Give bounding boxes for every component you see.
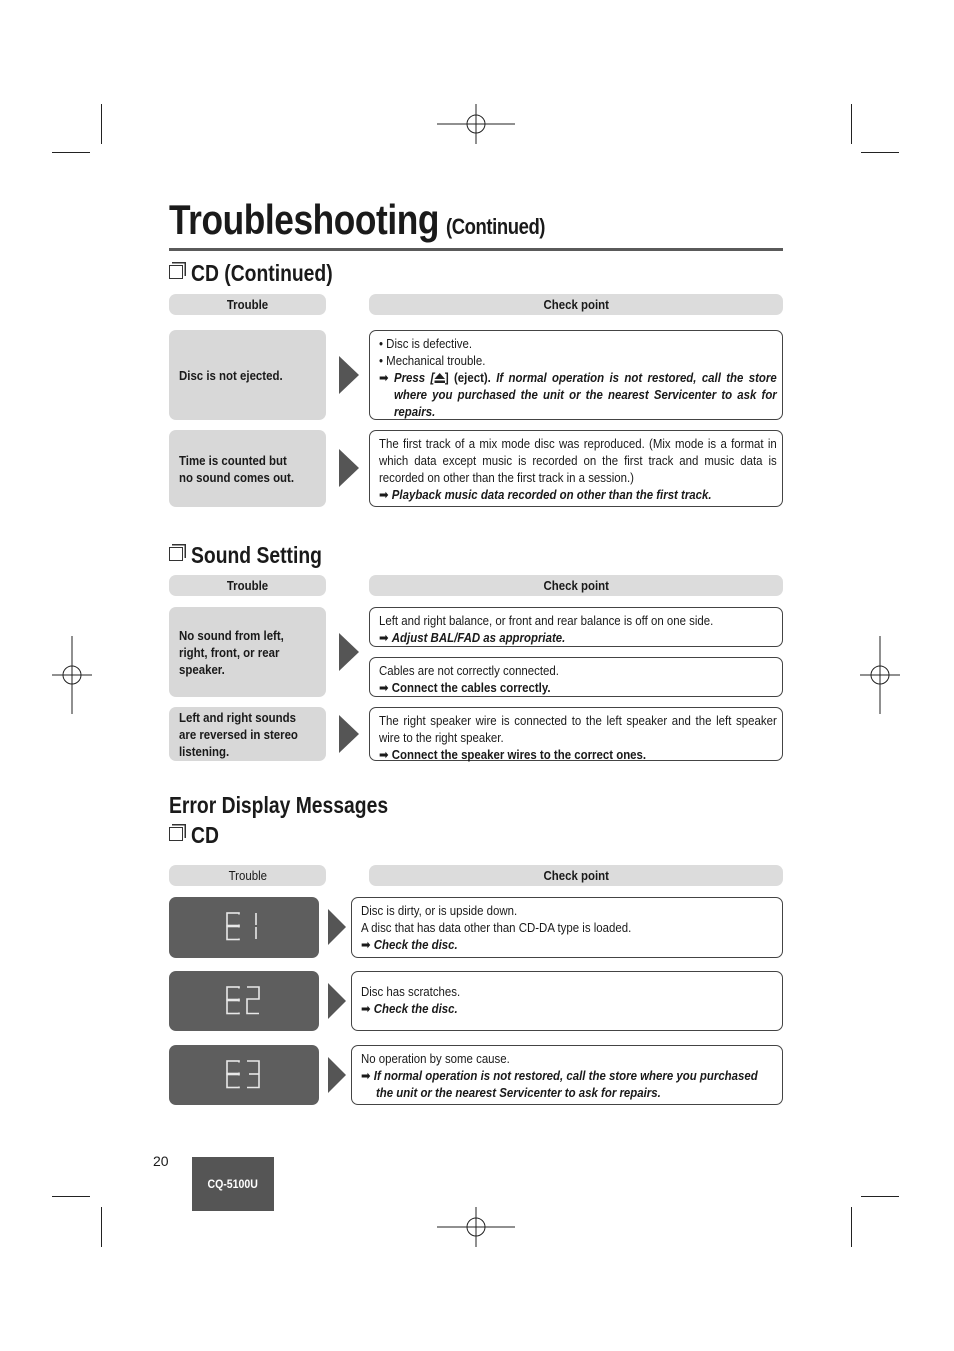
column-header-check-point: Check point xyxy=(369,865,783,886)
check-point-cell: The right speaker wire is connected to the left speaker and the left speaker wire to the right speaker. ➡ Connect the speaker wires to the correct ones. xyxy=(369,707,783,761)
trouble-cell: Disc is not ejected. xyxy=(169,330,326,420)
page-title-suffix: (Continued) xyxy=(446,214,546,239)
section-heading-error-display: Error Display Messages xyxy=(169,792,389,818)
check-point-cell: Disc has scratches. ➡ Check the disc. xyxy=(351,971,783,1031)
crop-mark xyxy=(52,152,90,153)
column-header-trouble: Trouble xyxy=(169,294,326,315)
arrow-marker-icon: ➡ xyxy=(379,487,389,502)
arrow-marker-icon: ➡ xyxy=(379,630,389,645)
registration-mark-icon xyxy=(437,1207,515,1247)
error-display-e2 xyxy=(169,971,319,1031)
arrow-right-icon xyxy=(328,1057,346,1093)
arrow-marker-icon: ➡ xyxy=(361,1068,371,1083)
eject-icon xyxy=(434,373,445,383)
registration-mark-icon xyxy=(860,636,900,714)
check-point-cell: • Disc is defective. • Mechanical trouble. ➡ Press [ ] (eject). If normal operation is not restored, call the store where you purchased the unit or the nearest Servicenter to ask for repairs. xyxy=(369,330,783,420)
crop-mark xyxy=(851,104,852,144)
model-badge: CQ-5100U xyxy=(192,1157,274,1211)
checkbox-outline-icon xyxy=(169,827,183,841)
page-title-text: Troubleshooting xyxy=(169,196,440,243)
arrow-right-icon xyxy=(328,983,346,1019)
column-header-check-point: Check point xyxy=(369,294,783,315)
arrow-marker-icon: ➡ xyxy=(379,370,389,385)
arrow-right-icon xyxy=(328,909,346,945)
arrow-right-icon xyxy=(339,633,359,671)
arrow-marker-icon: ➡ xyxy=(361,1001,371,1016)
page-number: 20 xyxy=(153,1153,169,1169)
section-heading-sound-setting: Sound Setting xyxy=(169,542,347,569)
column-header-trouble: Trouble xyxy=(169,865,326,886)
check-action: ➡ Press [ ] (eject). If normal operation is not restored, call the store where you purchased the unit or the nearest Servicenter to ask for repairs. xyxy=(379,370,777,419)
trouble-cell: Time is counted but no sound comes out. xyxy=(169,430,326,507)
checkbox-outline-icon xyxy=(169,265,183,279)
crop-mark xyxy=(52,1196,90,1197)
crop-mark xyxy=(861,152,899,153)
arrow-marker-icon: ➡ xyxy=(379,747,389,762)
registration-mark-icon xyxy=(52,636,92,714)
segment-display-e2-icon xyxy=(225,985,265,1017)
crop-mark xyxy=(861,1196,899,1197)
title-rule xyxy=(169,248,783,251)
error-display-e3 xyxy=(169,1045,319,1105)
section-heading-cd-continued: CD (Continued) xyxy=(169,260,360,287)
trouble-cell: No sound from left, right, front, or rear speaker. xyxy=(169,607,326,697)
segment-display-e3-icon xyxy=(225,1059,265,1091)
arrow-right-icon xyxy=(339,449,359,487)
crop-mark xyxy=(851,1207,852,1247)
arrow-marker-icon: ➡ xyxy=(361,937,371,952)
check-point-cell: Left and right balance, or front and rear balance is off on one side. ➡ Adjust BAL/FAD as appropriate. xyxy=(369,607,783,647)
page-title xyxy=(169,196,564,244)
check-point-cell: Disc is dirty, or is upside down. A disc that has data other than CD-DA type is loaded. ➡ Check the disc. xyxy=(351,897,783,958)
check-point-cell: The first track of a mix mode disc was reproduced. (Mix mode is a format in which data except music is recorded on the first track and music data is recorded on other than the first track in a session.) ➡ Playback music data recorded on other than the first track. xyxy=(369,430,783,507)
arrow-marker-icon: ➡ xyxy=(379,680,389,695)
arrow-right-icon xyxy=(339,356,359,394)
check-point-cell: No operation by some cause. ➡ If normal operation is not restored, call the store where you purchased the unit or the nearest Servicenter to ask for repairs. xyxy=(351,1045,783,1105)
registration-mark-icon xyxy=(437,104,515,144)
segment-display-e1-icon xyxy=(225,911,265,943)
error-display-e1 xyxy=(169,897,319,958)
checkbox-outline-icon xyxy=(169,547,183,561)
column-header-check-point: Check point xyxy=(369,575,783,596)
crop-mark xyxy=(101,104,102,144)
crop-mark xyxy=(101,1207,102,1247)
column-header-trouble: Trouble xyxy=(169,575,326,596)
trouble-cell: Left and right sounds are reversed in stereo listening. xyxy=(169,707,326,761)
arrow-right-icon xyxy=(339,715,359,753)
check-point-cell: Cables are not correctly connected. ➡ Connect the cables correctly. xyxy=(369,657,783,697)
section-subheading-cd: CD xyxy=(169,822,224,849)
